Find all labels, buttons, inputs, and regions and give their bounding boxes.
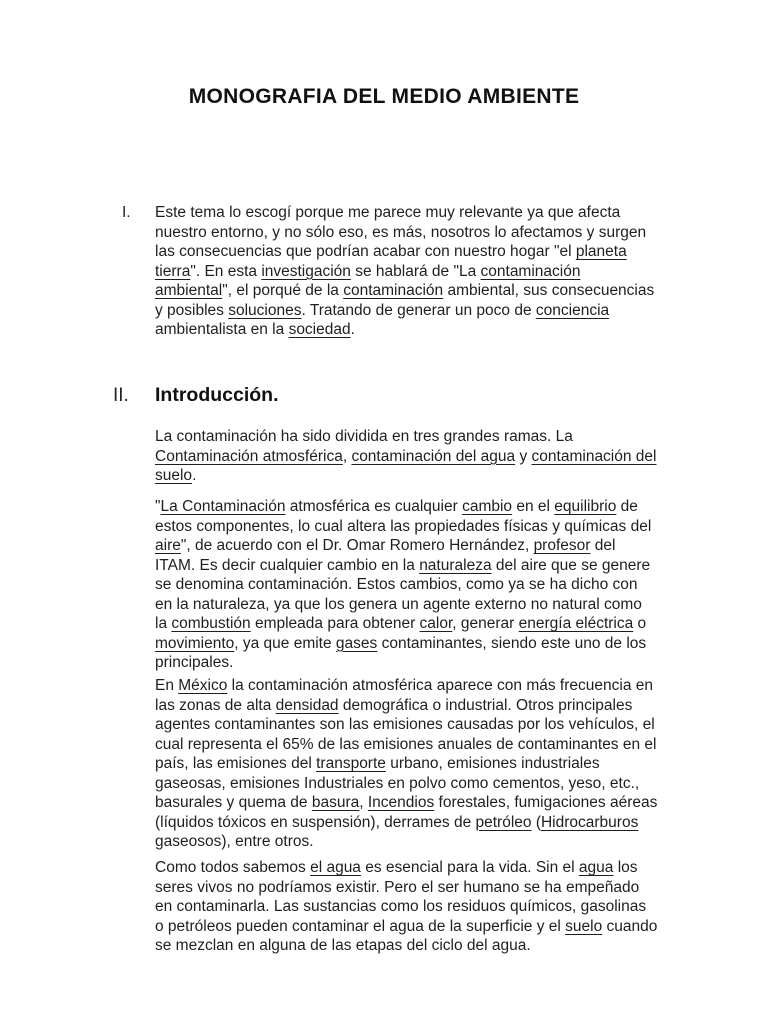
text-run: del aire que se genere [491, 556, 651, 574]
text-run: empleada para obtener [250, 615, 420, 632]
text-run: , generar [452, 615, 519, 632]
text-run: las consecuencias que podrían acabar con nuestro hogar "el [155, 243, 576, 260]
text-line [155, 320, 654, 340]
text-run: y [515, 447, 532, 465]
text-line [155, 223, 654, 243]
paragraph-4 [155, 858, 657, 956]
text-run: del [590, 537, 616, 554]
text-run: ", el porqué de la [222, 282, 344, 299]
text-run: basurales y quema de [155, 794, 312, 811]
text-run: . [350, 321, 355, 338]
paragraph-2 [155, 497, 651, 673]
list-marker-I: I. [122, 204, 131, 221]
text-run: o [633, 615, 647, 632]
text-run: estos componentes, lo cual altera las propiedades físicas y químicas del [155, 517, 652, 535]
text-run: la [155, 615, 172, 632]
text-run: nuestro entorno, y no sólo eso, es más, nosotros lo afectamos y surgen [155, 223, 647, 241]
text-run: forestales, fumigaciones aéreas [434, 794, 658, 811]
text-run: La contaminación ha sido dividida en tres grandes ramas. La [155, 428, 573, 445]
text-line [155, 466, 657, 486]
underlined-term: ambiental [155, 282, 223, 299]
text-run: demográfica o industrial. Otros principales [338, 696, 633, 714]
underlined-term: basura [311, 794, 360, 811]
text-line [155, 774, 657, 794]
underlined-term: Contaminación atmosférica [155, 447, 343, 465]
underlined-term: La Contaminación [160, 498, 286, 515]
paragraph-1-text [155, 427, 657, 486]
text-run: , [359, 794, 368, 811]
text-line [155, 653, 651, 673]
underlined-term: transporte [316, 755, 386, 772]
text-run: agentes contaminantes son las emisiones causadas por los vehículos, el [155, 716, 655, 733]
underlined-term: contaminación del [531, 447, 657, 465]
text-run: ambientalista en la [155, 321, 289, 338]
text-run: gaseosas, emisiones Industriales en polvo como cementos, yeso, etc., [155, 774, 640, 792]
text-run: ". En esta [190, 262, 262, 280]
text-run: ", de acuerdo con el Dr. Omar Romero Hernández, [180, 537, 534, 554]
text-line [155, 696, 657, 716]
underlined-term: contaminación [480, 262, 581, 280]
text-run: o petróleos pueden contaminar el agua de la superficie y el [155, 917, 566, 935]
underlined-term: conciencia [535, 301, 610, 319]
paragraph-3 [155, 676, 657, 852]
underlined-term: energía eléctrica [518, 615, 634, 632]
section-heading-II [113, 383, 279, 407]
text-line [155, 858, 657, 878]
document-title: MONOGRAFIA DEL MEDIO AMBIENTE [188, 85, 580, 108]
text-run: principales. [155, 654, 234, 671]
underlined-term: suelo [155, 467, 193, 484]
text-run: se mezclan en alguna de las etapas del ciclo del agua. [155, 937, 531, 954]
text-line [155, 936, 657, 956]
heading-marker-II: II. [113, 385, 129, 406]
text-run: seres vivos no podríamos existir. Pero el ser humano se ha empeñado [155, 878, 640, 896]
text-run: " [155, 498, 161, 515]
text-run: país, las emisiones del [155, 755, 317, 772]
text-line [155, 897, 657, 917]
text-line [155, 793, 657, 813]
text-run: gaseosos), entre otros. [155, 833, 314, 850]
paragraph-3-text [155, 676, 657, 852]
text-line [155, 556, 651, 576]
text-run: ( [531, 813, 541, 831]
paragraph-2-text [155, 497, 651, 673]
text-run: contaminantes, siendo este uno de los [377, 634, 647, 652]
text-run: la contaminación atmosférica aparece con más frecuencia en [227, 677, 653, 694]
text-line [155, 536, 651, 556]
underlined-term: aire [155, 537, 181, 554]
text-line [155, 614, 651, 634]
text-run: urbano, emisiones industriales [385, 755, 600, 772]
text-run: . Tratando de generar un poco de [301, 301, 536, 319]
text-line [155, 634, 651, 654]
text-line [155, 715, 657, 735]
underlined-term: profesor [533, 537, 591, 554]
underlined-term: soluciones [228, 301, 302, 319]
text-run: es esencial para la vida. Sin el [360, 859, 579, 876]
underlined-term: Incendios [367, 794, 435, 811]
text-line [155, 735, 657, 755]
text-line [155, 301, 654, 321]
text-run: , [342, 447, 352, 465]
text-run: cuando [602, 917, 658, 935]
text-line [155, 595, 651, 615]
text-run: Este tema lo escogí porque me parece muy relevante ya que afecta [155, 204, 621, 221]
underlined-term: combustión [171, 615, 251, 632]
underlined-term: México [178, 677, 228, 694]
underlined-term: investigación [261, 262, 351, 280]
text-run: ambiental, sus consecuencias [443, 282, 655, 299]
text-line [155, 517, 651, 537]
text-line [155, 447, 657, 467]
text-run: ITAM. Es decir cualquier cambio en la [155, 556, 420, 574]
text-run: cual representa el 65% de las emisiones anuales de contaminantes en el [155, 735, 657, 753]
text-run: en el [512, 498, 555, 515]
text-run: se hablará de "La [350, 262, 481, 280]
underlined-term: sociedad [288, 321, 351, 338]
text-line [155, 281, 654, 301]
text-line [155, 917, 657, 937]
text-line [155, 832, 657, 852]
underlined-term: el agua [310, 859, 361, 876]
underlined-term: movimiento [155, 634, 235, 652]
text-line [155, 427, 657, 447]
text-run: las zonas de alta [155, 696, 276, 714]
underlined-term: naturaleza [419, 556, 492, 574]
text-line [155, 878, 657, 898]
text-line [155, 242, 654, 262]
underlined-term: Hidrocarburos [540, 813, 639, 831]
underlined-term: cambio [462, 498, 513, 515]
text-run: atmosférica es cualquier [285, 498, 463, 515]
text-run: En [155, 677, 179, 694]
text-run: (líquidos tóxicos en suspensión), derrames de [155, 813, 476, 831]
underlined-term: contaminación del agua [351, 447, 516, 465]
text-line [155, 813, 657, 833]
underlined-term: contaminación [343, 282, 444, 299]
text-line [155, 497, 651, 517]
text-line [155, 262, 654, 282]
text-run: y posibles [155, 301, 229, 319]
text-run: los [613, 859, 638, 876]
text-line [155, 676, 657, 696]
underlined-term: tierra [155, 262, 191, 280]
text-run: en contaminarla. Las sustancias como los residuos químicos, gasolinas [155, 898, 647, 915]
text-run: en la naturaleza, ya que los genera un agente externo no natural como [155, 595, 642, 613]
list-item-I [122, 203, 655, 340]
underlined-term: densidad [275, 696, 339, 714]
underlined-term: gases [335, 634, 378, 652]
paragraph-4-text [155, 858, 657, 956]
underlined-term: petróleo [475, 813, 532, 831]
heading-text: Introducción. [155, 384, 279, 406]
text-run: de [616, 498, 638, 515]
text-run: Como todos sabemos [155, 859, 311, 876]
text-line [155, 203, 654, 223]
text-line [155, 754, 657, 774]
underlined-term: suelo [565, 917, 603, 935]
underlined-term: agua [578, 859, 614, 876]
text-run: se denomina contaminación. Estos cambios, como ya se ha dicho con [155, 576, 638, 593]
underlined-term: calor [419, 615, 453, 632]
underlined-term: equilibrio [554, 498, 617, 515]
text-run: . [192, 467, 197, 484]
text-run: , ya que emite [234, 634, 336, 652]
underlined-term: planeta [575, 243, 627, 260]
list-item-I-text [155, 203, 654, 340]
text-line [155, 575, 651, 595]
paragraph-1 [155, 427, 657, 486]
